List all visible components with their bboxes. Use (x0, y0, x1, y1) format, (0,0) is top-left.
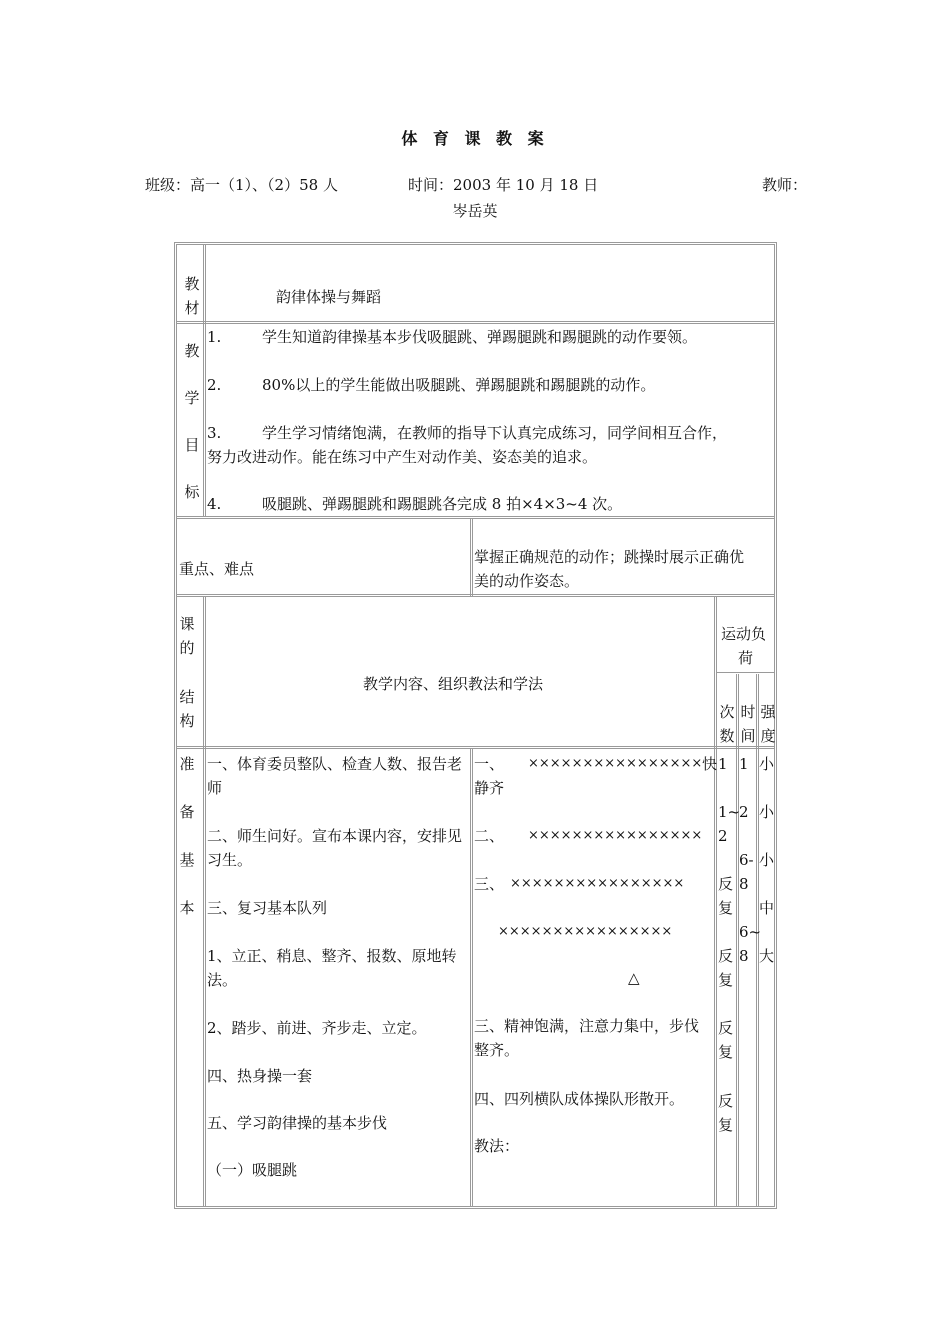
teacher-label: 教师： (762, 176, 808, 194)
row-divider (177, 594, 774, 597)
lesson-plan-title: 体 育 课 教 案 (401, 129, 549, 148)
col-divider (203, 245, 206, 517)
content-header: 教学内容、组织教法和学法 (363, 675, 544, 693)
col-divider (470, 748, 473, 1206)
col-divider (714, 596, 717, 1206)
load-divider (716, 672, 774, 673)
key-points-label: 重点、难点 (179, 560, 255, 578)
time-info: 时间：2003 年 10 月 18 日 (408, 176, 599, 194)
col-divider (203, 596, 206, 1206)
teacher-name: 岑岳英 (452, 202, 498, 220)
row-divider (177, 321, 774, 324)
col-divider (470, 518, 473, 596)
row-divider (177, 746, 774, 749)
row-divider (177, 516, 774, 519)
material-text: 韵律体操与舞蹈 (276, 288, 382, 306)
class-info: 班级：高一（1）、（2）58 人 (145, 176, 338, 194)
